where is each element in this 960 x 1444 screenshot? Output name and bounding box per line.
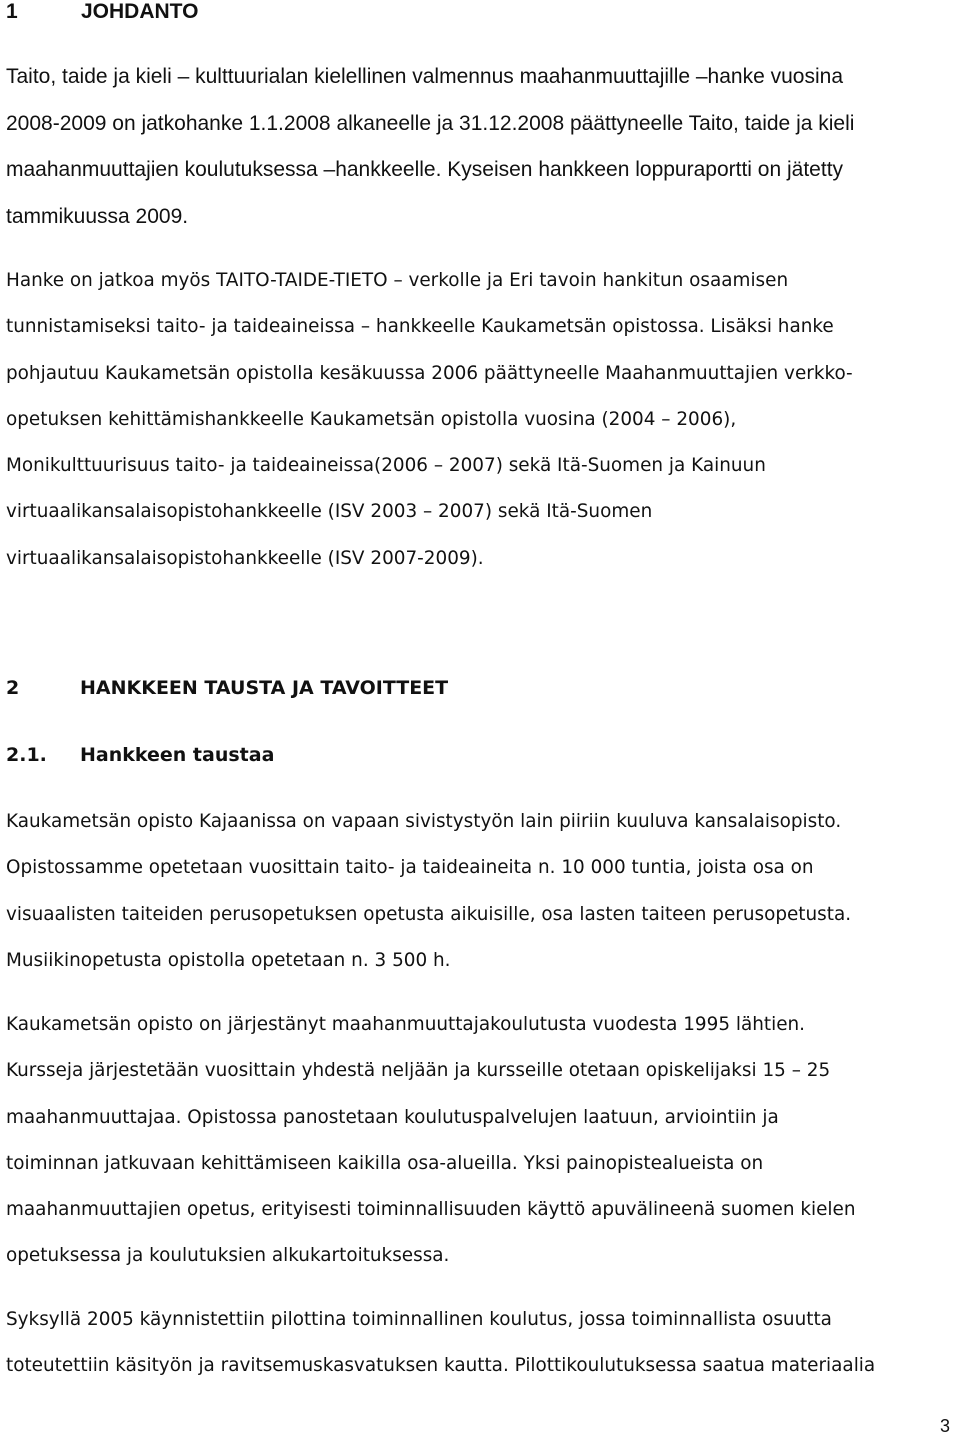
paragraph-line: Opistossamme opetetaan vuosittain taito- ja taideaineita n. 10 000 tuntia, joista osa on — [6, 857, 814, 879]
paragraph-pilottikoulutus — [6, 1297, 958, 1390]
paragraph-kaukametsa-opisto — [6, 799, 958, 984]
paragraph-line: Kaukametsän opisto Kajaanissa on vapaan sivistystyön lain piiriin kuuluva kansalaisopisto. — [6, 811, 842, 832]
paragraph-line: maahanmuuttajaa. Opistossa panostetaan koulutuspalvelujen laatuun, arviointiin ja — [6, 1106, 779, 1128]
paragraph-line: pohjautuu Kaukametsän opistolla kesäkuussa 2006 päättyneelle Maahanmuuttajien verkko- — [6, 362, 853, 384]
paragraph-line: 2008-2009 on jatkohanke 1.1.2008 alkaneelle ja 31.12.2008 päättyneelle Taito, taide ja kieli — [6, 111, 855, 135]
paragraph-line: Monikulttuurisuus taito- ja taideaineissa(2006 – 2007) sekä Itä-Suomen ja Kainuun — [6, 455, 766, 477]
paragraph-line: toiminnan jatkuvaan kehittämiseen kaikilla osa-alueilla. Yksi painopistealueista on — [6, 1152, 764, 1174]
heading-number: 1 — [6, 0, 18, 23]
subheading-title: Hankkeen taustaa — [80, 744, 275, 766]
paragraph-background-projects — [6, 258, 958, 582]
paragraph-line: Hanke on jatkoa myös TAITO-TAIDE-TIETO – verkolle ja Eri tavoin hankitun osaamisen — [6, 270, 789, 291]
paragraph-line: visuaalisten taiteiden perusopetuksen opetusta aikuisille, osa lasten taiteen perusopetusta. — [6, 903, 852, 925]
paragraph-line: virtuaalikansalaisopistohankkeelle (ISV 2007-2009). — [6, 547, 484, 569]
heading-number: 2 — [6, 677, 20, 699]
paragraph-line: virtuaalikansalaisopistohankkeelle (ISV 2003 – 2007) sekä Itä-Suomen — [6, 501, 653, 523]
page-number: 3 — [939, 1416, 950, 1436]
paragraph-line: toteutettiin käsityön ja ravitsemuskasvatuksen kautta. Pilottikoulutuksessa saatua materiaalia — [6, 1355, 876, 1377]
paragraph-line: Kursseja järjestetään vuosittain yhdestä neljään ja kursseille otetaan opiskelijaksi 15 – 25 — [6, 1060, 831, 1082]
paragraph-line: Kaukametsän opisto on järjestänyt maahanmuuttajakoulutusta vuodesta 1995 lähtien. — [6, 1014, 806, 1035]
subheading-number: 2.1. — [6, 744, 47, 766]
paragraph-line: maahanmuuttajien opetus, erityisesti toiminnallisuuden käyttö apuvälineenä suomen kielen — [6, 1199, 856, 1221]
subheading-hankkeen-taustaa — [6, 740, 274, 770]
heading-johdanto — [6, 0, 198, 27]
intro-paragraph — [6, 54, 956, 240]
paragraph-line: Musiikinopetusta opistolla opetetaan n. 3 500 h. — [6, 949, 451, 971]
heading-title: HANKKEEN TAUSTA JA TAVOITTEET — [80, 677, 449, 699]
paragraph-line: maahanmuuttajien koulutuksessa –hankkeelle. Kyseisen hankkeen loppuraportti on jätetty — [6, 158, 844, 181]
paragraph-line: opetuksen kehittämishankkeelle Kaukametsän opistolla vuosina (2004 – 2006), — [6, 408, 737, 430]
paragraph-maahanmuuttajakoulutus — [6, 1002, 958, 1280]
heading-title: JOHDANTO — [81, 0, 199, 23]
heading-hankkeen-tausta — [6, 673, 448, 703]
paragraph-line: Syksyllä 2005 käynnistettiin pilottina toiminnallinen koulutus, jossa toiminnallista osuutta — [6, 1309, 832, 1330]
paragraph-line: tammikuussa 2009. — [6, 204, 189, 228]
paragraph-line: tunnistamiseksi taito- ja taideaineissa – hankkeelle Kaukametsän opistossa. Lisäksi hanke — [6, 316, 834, 338]
paragraph-line: Taito, taide ja kieli – kulttuurialan kielellinen valmennus maahanmuuttajille –hanke vuosina — [6, 65, 843, 88]
paragraph-line: opetuksessa ja koulutuksien alkukartoituksessa. — [6, 1245, 450, 1267]
